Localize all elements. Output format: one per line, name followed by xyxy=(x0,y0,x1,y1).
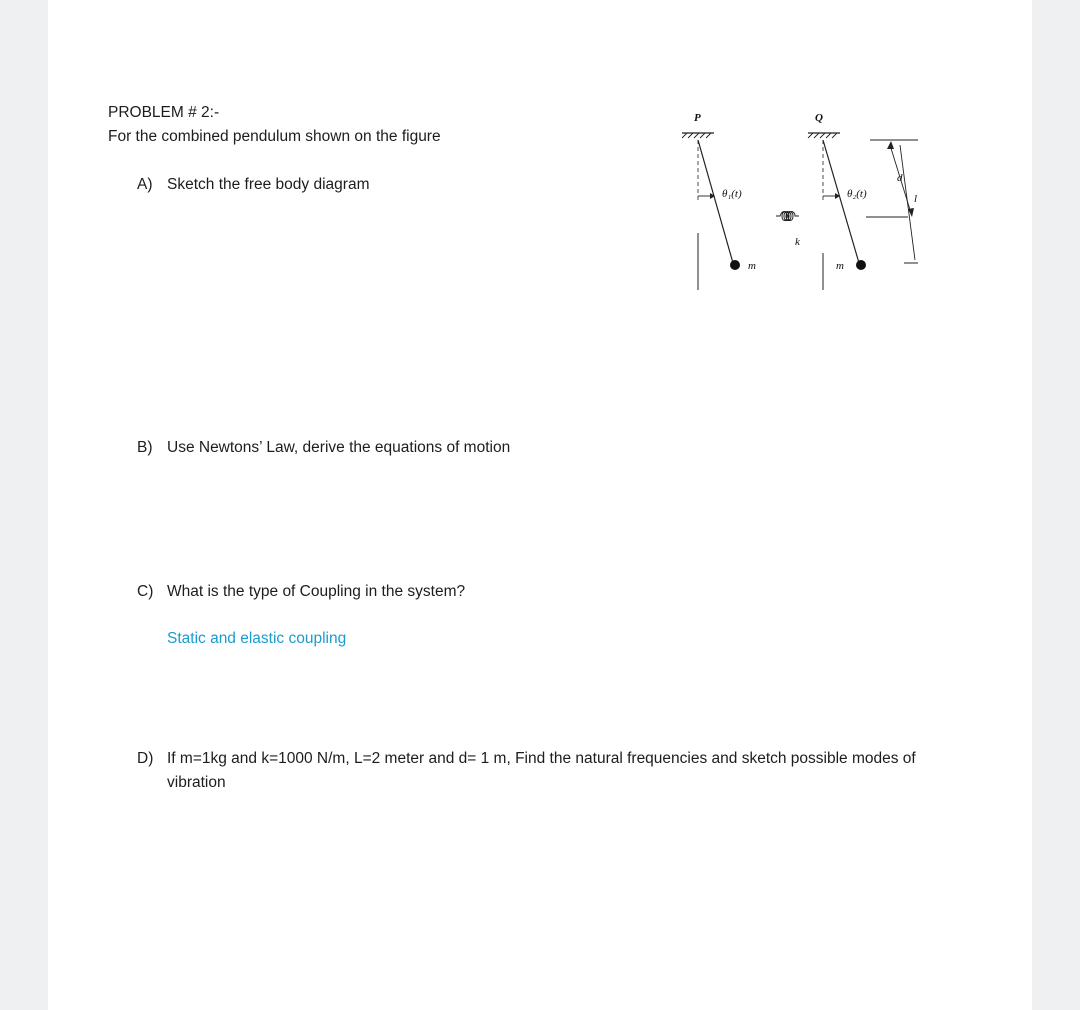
question-d-letter: D) xyxy=(137,750,154,767)
question-a-letter: A) xyxy=(137,176,153,193)
pendulum-figure xyxy=(618,105,918,300)
dimension-d-label: d xyxy=(897,172,903,184)
label-p: P xyxy=(694,112,701,124)
question-c-text: What is the type of Coupling in the system? xyxy=(167,583,466,600)
question-b-text: Use Newtons’ Law, derive the equations of motion xyxy=(167,439,511,456)
question-d-text: If m=1kg and k=1000 N/m, L=2 meter and d= 1 m, Find the natural frequencies and sketch possible modes of xyxy=(167,750,916,767)
question-a-text: Sketch the free body diagram xyxy=(167,176,370,193)
theta-1-label: θ₁(t) xyxy=(722,188,742,200)
dimension-d-arrow-top xyxy=(887,141,894,149)
problem-title: PROBLEM # 2:- xyxy=(108,104,220,121)
spring-k xyxy=(776,212,799,221)
mass-2 xyxy=(856,260,866,270)
support-p-hatch xyxy=(682,133,711,138)
mass-2-label: m xyxy=(836,260,844,272)
mass-1 xyxy=(730,260,740,270)
question-d-text-cont: vibration xyxy=(167,774,226,791)
dimension-l-label: l xyxy=(914,193,918,205)
document-page xyxy=(48,0,1032,1010)
spring-label: k xyxy=(795,236,800,248)
mass-1-label: m xyxy=(748,260,756,272)
pendulum-rod-2 xyxy=(823,140,859,263)
support-q-hatch xyxy=(808,133,837,138)
label-q: Q xyxy=(815,112,823,124)
pendulum-rod-1 xyxy=(698,140,733,263)
dimension-l xyxy=(900,145,918,260)
problem-intro: For the combined pendulum shown on the figure xyxy=(108,128,441,145)
question-c-letter: C) xyxy=(137,583,154,600)
answer-c: Static and elastic coupling xyxy=(167,630,347,647)
question-b-letter: B) xyxy=(137,439,153,456)
theta-2-label: θ₂(t) xyxy=(847,188,867,200)
